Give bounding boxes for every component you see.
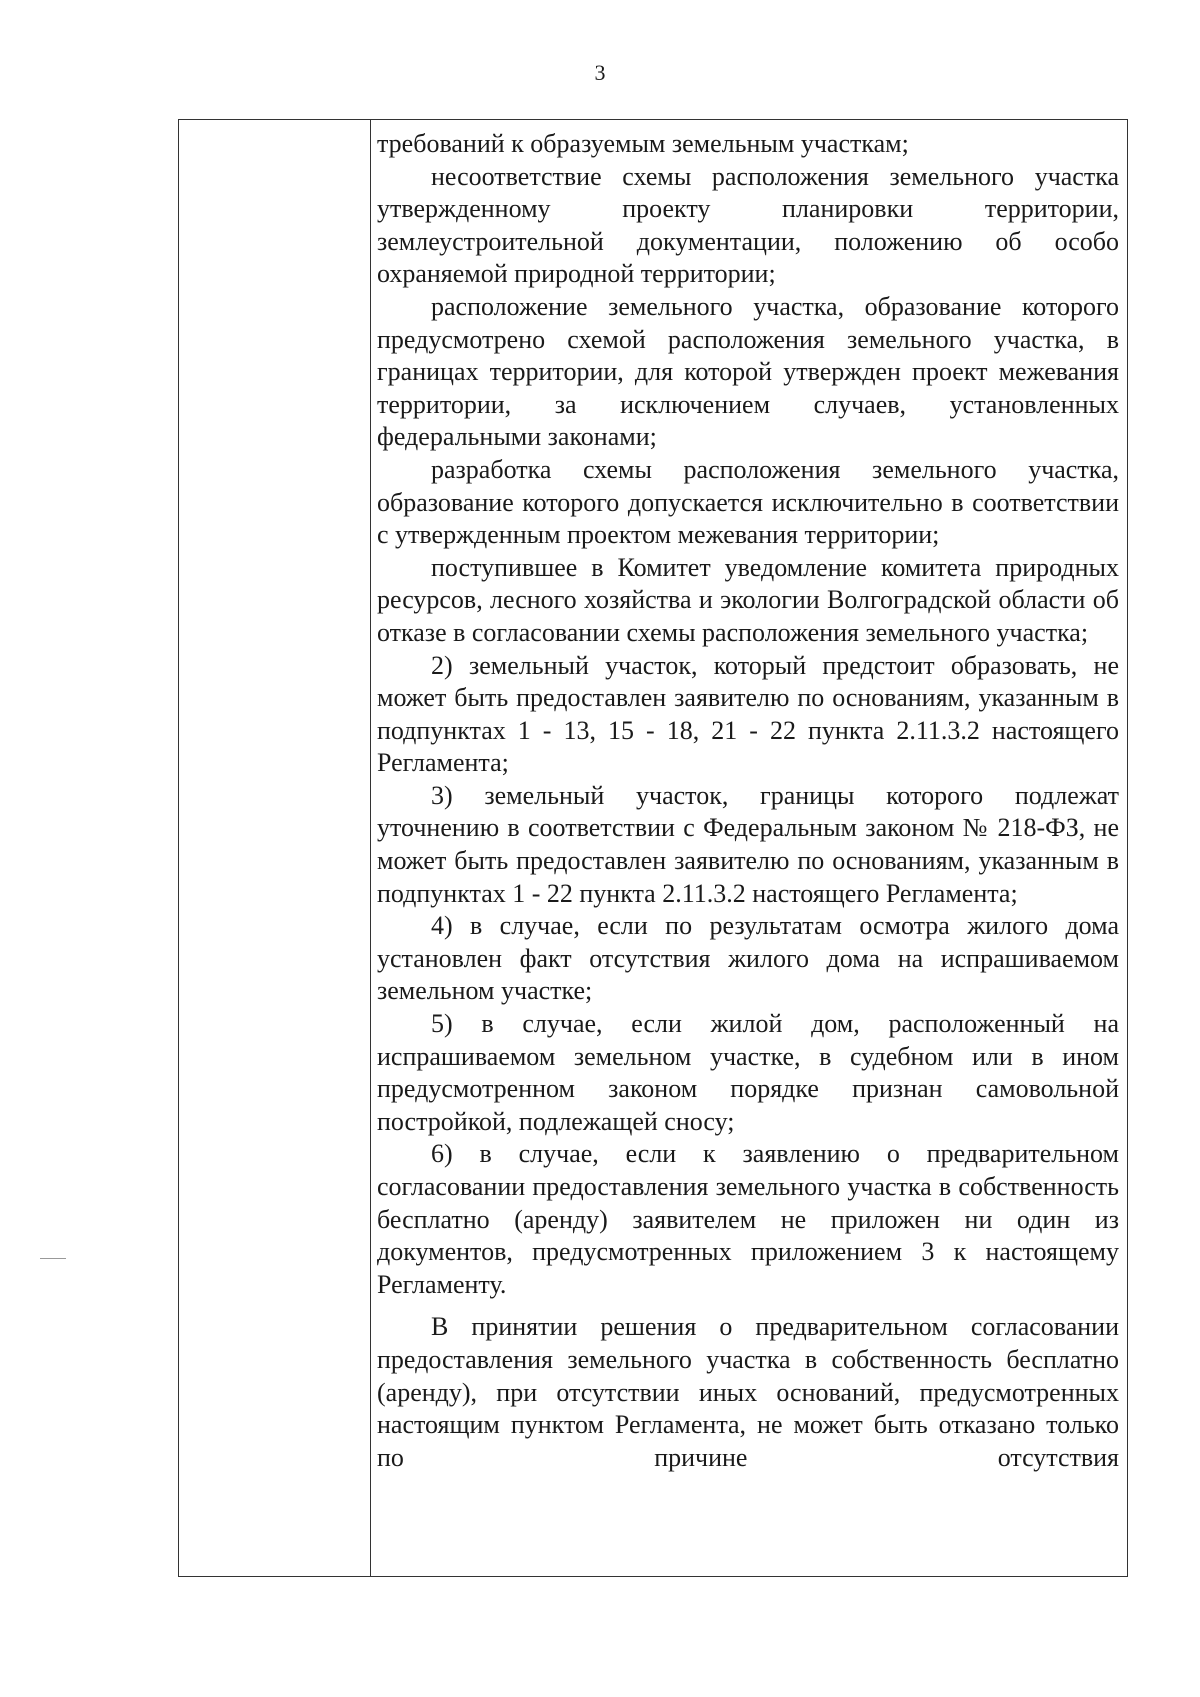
- paragraph-item-3: 3) земельный участок, границы которого подлежат уточнению в соответствии с Федеральным законом № 218-ФЗ, не может быть предоставлен заявителю по основаниям, указанным в подпунктах 1 - 22 пункта 2.11.3.2 настоящего Регламента;: [377, 780, 1119, 908]
- paragraph-plot-location: расположение земельного участка, образование которого предусмотрено схемой расположения земельного участка, в границах территории, для которой утвержден проект межевания территории, за исключением случаев, установленных федеральными законами;: [377, 291, 1119, 452]
- paragraph-item-5: 5) в случае, если жилой дом, расположенный на испрашиваемом земельном участке, в судебном или в ином предусмотренном законом порядке признан самовольной постройкой, подлежащей сносу;: [377, 1009, 1119, 1136]
- margin-mark: [40, 1258, 66, 1259]
- paragraph-item-6: 6) в случае, если к заявлению о предварительном согласовании предоставления земельного участка в собственность бесплатно (аренду) заявителем не приложен ни один из документов, предусмотренных приложением 3 к настоящему Регламенту.: [377, 1139, 1119, 1299]
- paragraph-refusal-clause: В принятии решения о предварительном согласовании предоставления земельного участка в собственность бесплатно (аренду), при отсутствии иных оснований, предусмотренных настоящим пунктом Регламента, не может быть отказано только по причине отсутствия: [377, 1312, 1119, 1472]
- table-right-cell: [371, 120, 1127, 1576]
- document-table: [178, 119, 1128, 1577]
- paragraph-scheme-mismatch: несоответствие схемы расположения земельного участка утвержденному проекту планировки территории, землеустроительной документации, положению об особо охраняемой природной территории;: [377, 161, 1119, 289]
- paragraph-continuation: требований к образуемым земельным участкам;: [377, 129, 909, 158]
- paragraph-item-4: 4) в случае, если по результатам осмотра жилого дома установлен факт отсутствия жилого дома на испрашиваемом земельном участке;: [377, 911, 1119, 1006]
- table-left-cell: [179, 120, 371, 1576]
- paragraph-scheme-development: разработка схемы расположения земельного участка, образование которого допускается исключительно в соответствии с утвержденным проектом межевания территории;: [377, 454, 1119, 550]
- page-number: 3: [594, 60, 606, 85]
- paragraph-committee-notice: поступившее в Комитет уведомление комитета природных ресурсов, лесного хозяйства и экологии Волгоградской области об отказе в согласовании схемы расположения земельного участка;: [377, 552, 1119, 647]
- paragraph-item-2: 2) земельный участок, который предстоит образовать, не может быть предоставлен заявителю по основаниям, указанным в подпунктах 1 - 13, 15 - 18, 21 - 22 пункта 2.11.3.2 настоящего Регламента;: [377, 650, 1119, 778]
